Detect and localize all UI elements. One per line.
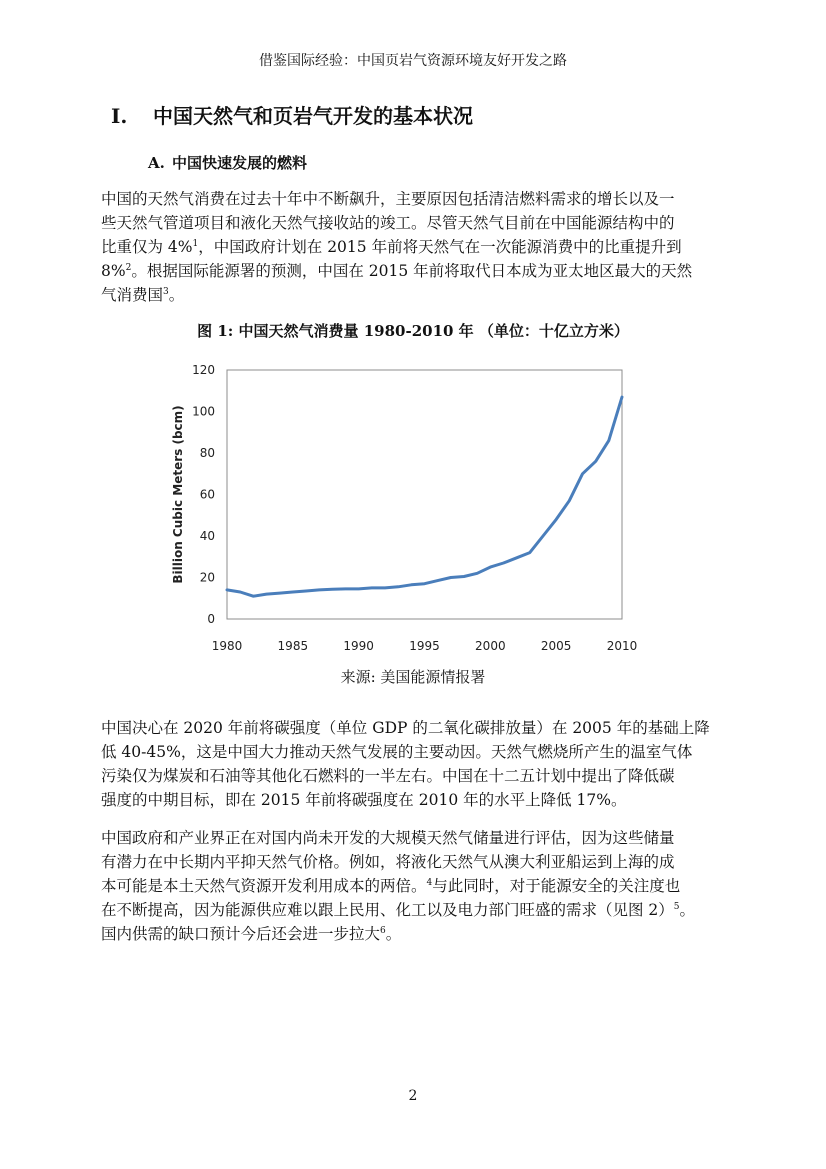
text-run: 。 xyxy=(679,901,696,919)
x-tick-label: 2000 xyxy=(475,639,506,653)
text-run: 本可能是本土天然气资源开发利用成本的两倍。 xyxy=(101,877,427,895)
footnote-ref-1[interactable]: 1 xyxy=(192,239,199,249)
subsection-title: 中国快速发展的燃料 xyxy=(172,154,308,172)
paragraph-line: 有潜力在中长期内平抑天然气价格。例如，将液化天然气从澳大利亚船运到上海的成 xyxy=(101,853,675,871)
paragraph-line: 强度的中期目标，即在 2015 年前将碳强度在 2010 年的水平上降低 17%。 xyxy=(101,791,627,809)
text-run: 。根据国际能源署的预测，中国在 2015 年前将取代日本成为亚太地区最大的天然 xyxy=(131,262,693,280)
footnote-ref-3[interactable]: 3 xyxy=(163,287,169,297)
paragraph-domestic-reserves xyxy=(101,826,726,946)
series-line xyxy=(227,397,622,596)
x-tick-label: 1985 xyxy=(277,639,309,653)
section-number: I. xyxy=(111,104,128,128)
text-run: 在不断提高，因为能源供应难以跟上民用、化工以及电力部门旺盛的需求（见图 2） xyxy=(101,901,674,919)
paragraph-line: 中国的天然气消费在过去十年中不断飙升，主要原因包括清洁燃料需求的增长以及一 xyxy=(101,190,675,208)
y-tick-label: 100 xyxy=(192,404,215,419)
y-tick-label: 120 xyxy=(192,363,215,377)
paragraph-line: 中国政府和产业界正在对国内尚未开发的大规模天然气储量进行评估，因为这些储量 xyxy=(101,829,675,847)
x-tick-label: 2005 xyxy=(540,639,572,653)
x-tick-label: 1980 xyxy=(211,639,243,653)
y-tick-label: 40 xyxy=(199,529,215,543)
text-run: 。 xyxy=(385,925,402,943)
y-tick-label: 80 xyxy=(199,446,215,460)
paragraph-line xyxy=(101,898,726,922)
gas-consumption-chart xyxy=(160,355,660,655)
x-tick-label: 1990 xyxy=(343,639,374,653)
page-number: 2 xyxy=(408,1088,418,1104)
paragraph-line: 中国决心在 2020 年前将碳强度（单位 GDP 的二氧化碳排放量）在 2005 年的基础上降 xyxy=(101,719,710,737)
y-tick-label: 20 xyxy=(199,570,215,585)
plot-frame xyxy=(227,370,622,619)
y-axis-label: Billion Cubic Meters (bcm) xyxy=(171,405,185,584)
paragraph-line xyxy=(101,283,726,307)
paragraph-line: 污染仅为煤炭和石油等其他化石燃料的一半左右。中国在十二五计划中提出了降低碳 xyxy=(101,767,675,785)
chart-series xyxy=(227,397,622,596)
paragraph-line xyxy=(101,259,726,283)
text-run: ，中国政府计划在 2015 年前将天然气在一次能源消费中的比重提升到 xyxy=(198,238,682,256)
text-run: 比重仅为 4% xyxy=(101,238,193,256)
footnote-ref-6[interactable]: 6 xyxy=(380,926,386,936)
x-tick-label: 2010 xyxy=(606,639,638,653)
paragraph-gas-consumption xyxy=(101,187,726,307)
section-heading xyxy=(111,100,473,129)
paragraph-line: 些天然气管道项目和液化天然气接收站的竣工。尽管天然气目前在中国能源结构中的 xyxy=(101,214,675,232)
x-tick-label: 1995 xyxy=(409,639,440,653)
subsection-heading xyxy=(148,152,307,173)
y-tick-label: 0 xyxy=(207,612,215,626)
footnote-ref-2[interactable]: 2 xyxy=(125,263,132,273)
chart-axes xyxy=(227,370,622,619)
chart-ticks xyxy=(192,363,637,653)
running-header: 借鉴国际经验：中国页岩气资源环境友好开发之路 xyxy=(259,53,567,69)
footnote-ref-4[interactable]: 4 xyxy=(426,878,433,888)
text-run: 。 xyxy=(168,286,185,304)
y-tick-label: 60 xyxy=(199,487,215,502)
figure-caption: 图 1: 中国天然气消费量 1980-2010 年 （单位：十亿立方米） xyxy=(197,322,629,340)
text-run: 8% xyxy=(101,262,126,280)
paragraph-line xyxy=(101,235,726,259)
text-run: 与此同时，对于能源安全的关注度也 xyxy=(432,877,681,895)
paragraph-line xyxy=(101,922,726,946)
subsection-number: A. xyxy=(148,154,165,172)
section-title: 中国天然气和页岩气开发的基本状况 xyxy=(153,104,473,128)
text-run: 气消费国 xyxy=(101,286,164,304)
paragraph-line: 低 40-45%，这是中国大力推动天然气发展的主要动因。天然气燃烧所产生的温室气体 xyxy=(101,743,693,761)
text-run: 国内供需的缺口预计今后还会进一步拉大 xyxy=(101,925,381,943)
chart-source: 来源: 美国能源情报署 xyxy=(340,668,486,686)
footnote-ref-5[interactable]: 5 xyxy=(673,902,680,912)
paragraph-carbon-intensity xyxy=(101,716,726,812)
paragraph-line xyxy=(101,874,726,898)
